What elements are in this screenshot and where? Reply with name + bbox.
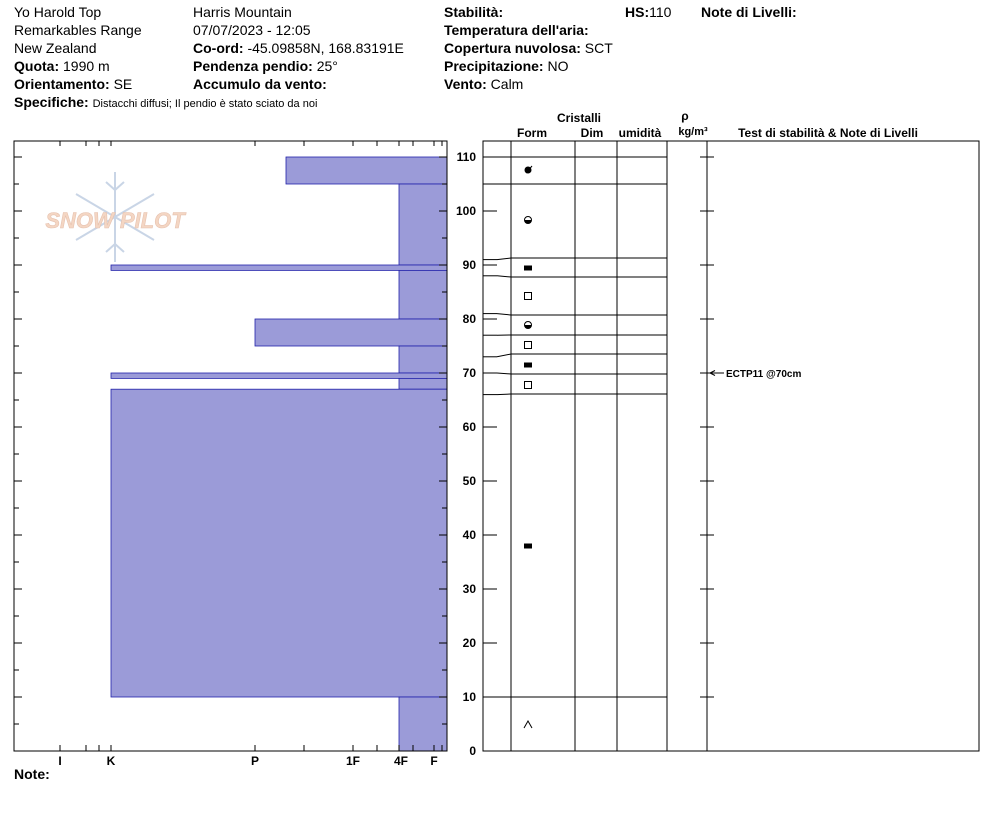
depth-label-0: 0 [469,744,476,758]
depth-label-80: 80 [462,312,476,326]
layer-connector-70 [497,373,511,374]
wind-value: Calm [490,76,524,92]
wind-loading-label: Accumulo da vento: [193,76,327,92]
elevation-label: Quota: [14,58,60,74]
hs-value: 110 [649,4,672,20]
ice-formation-icon [524,266,532,271]
elevation-value: 1990 m [63,58,110,74]
faceted-square [525,293,532,300]
hardness-bar-7 [399,378,447,389]
form-header: Form [517,126,547,140]
layer-connector-73 [497,354,511,357]
hardness-bar-5 [399,346,447,373]
hardness-label-4f: 4F [393,754,409,768]
density-unit-header: kg/m³ [678,126,708,138]
crystal-symbols [524,166,532,728]
depth-label-70: 70 [462,366,476,380]
tests-notes-header: Test di stabilità & Note di Livelli [738,126,918,140]
coord-value: -45.09858N, 168.83191E [247,40,404,56]
depth-hoar-icon [524,721,532,728]
hardness-bar-3 [399,270,447,319]
ice-formation-icon [524,363,532,368]
hardness-bar-6 [111,373,447,378]
depth-label-50: 50 [462,474,476,488]
hardness-label-p: P [250,754,260,768]
melt-freeze-crust-icon [525,322,532,329]
hardness-label-i: I [58,754,62,768]
hardness-label-1f: 1F [345,754,361,768]
faceted-square [525,382,532,389]
ice-bar [524,266,532,271]
dim-header: Dim [580,126,604,140]
range-name: Remarkables Range [14,22,142,38]
hardness-bars [111,157,447,751]
hardness-label-f: F [430,754,438,768]
hardness-bar-0 [286,157,447,184]
depth-label-100: 100 [455,204,476,218]
stability-test-label: ECTP11 @70cm [726,369,802,380]
depth-label-90: 90 [462,258,476,272]
sky-value: SCT [584,40,613,56]
depth-label-20: 20 [462,636,476,650]
hardness-label-k: K [106,754,116,768]
slope-value: 25° [316,58,338,74]
rho-header: ρ [681,109,689,123]
hardness-bar-4 [255,319,447,346]
coord-label: Co-ord: [193,40,244,56]
note-label: Note: [14,766,50,782]
snowpilot-logo [45,172,186,262]
sky-label: Copertura nuvolosa: [444,40,581,56]
specifics-label: Specifiche: [14,94,89,110]
layer-connector-66 [497,394,511,395]
layer-connector-81 [497,314,511,315]
ice-formation-icon [524,544,532,549]
crystals-header: Cristalli [556,111,602,125]
ice-bar [524,544,532,549]
moisture-header: umidità [618,126,662,140]
location-name: Harris Mountain [193,4,292,20]
layer-notes-heading: Note di Livelli: [701,4,797,20]
stability-label: Stabilità: [444,4,504,20]
precip-value: NO [547,58,569,74]
layer-connector-88 [497,276,511,277]
faceted-crystal-icon [525,293,532,300]
site-name: Yo Harold Top [14,4,102,20]
watermark-text: SNOW PILOT [45,208,185,233]
faceted-crystal-icon [525,342,532,349]
hs-label: HS: [625,4,650,20]
faceted-crystal-icon [525,382,532,389]
country-name: New Zealand [14,40,97,56]
precip-label: Precipitazione: [444,58,544,74]
layer-connector-91 [497,258,511,260]
slope-label: Pendenza pendio: [193,58,313,74]
depth-label-30: 30 [462,582,476,596]
depth-label-110: 110 [456,150,476,164]
melt-freeze-crust-icon [525,217,532,224]
ice-bar [524,363,532,368]
observation-datetime: 07/07/2023 - 12:05 [193,22,311,38]
specifics-value: Distacchi diffusi; Il pendio è stato sciato da noi [92,98,318,110]
depth-label-10: 10 [462,690,476,704]
faceted-square [525,342,532,349]
aspect-label: Orientamento: [14,76,110,92]
air-temp-label: Temperatura dell'aria: [444,22,589,38]
depth-label-60: 60 [462,420,476,434]
rounding-faceted-icon [525,166,533,174]
hardness-bar-9 [399,697,447,751]
aspect-value: SE [113,76,133,92]
stability-tests [710,369,801,380]
hardness-bar-2 [111,265,447,270]
hardness-axis-labels [58,754,437,768]
hardness-bar-8 [111,389,447,697]
wind-label: Vento: [444,76,487,92]
depth-label-40: 40 [462,528,476,542]
profile-table-frame [483,141,979,751]
hardness-bar-1 [399,184,447,265]
dh-caret [524,721,532,728]
